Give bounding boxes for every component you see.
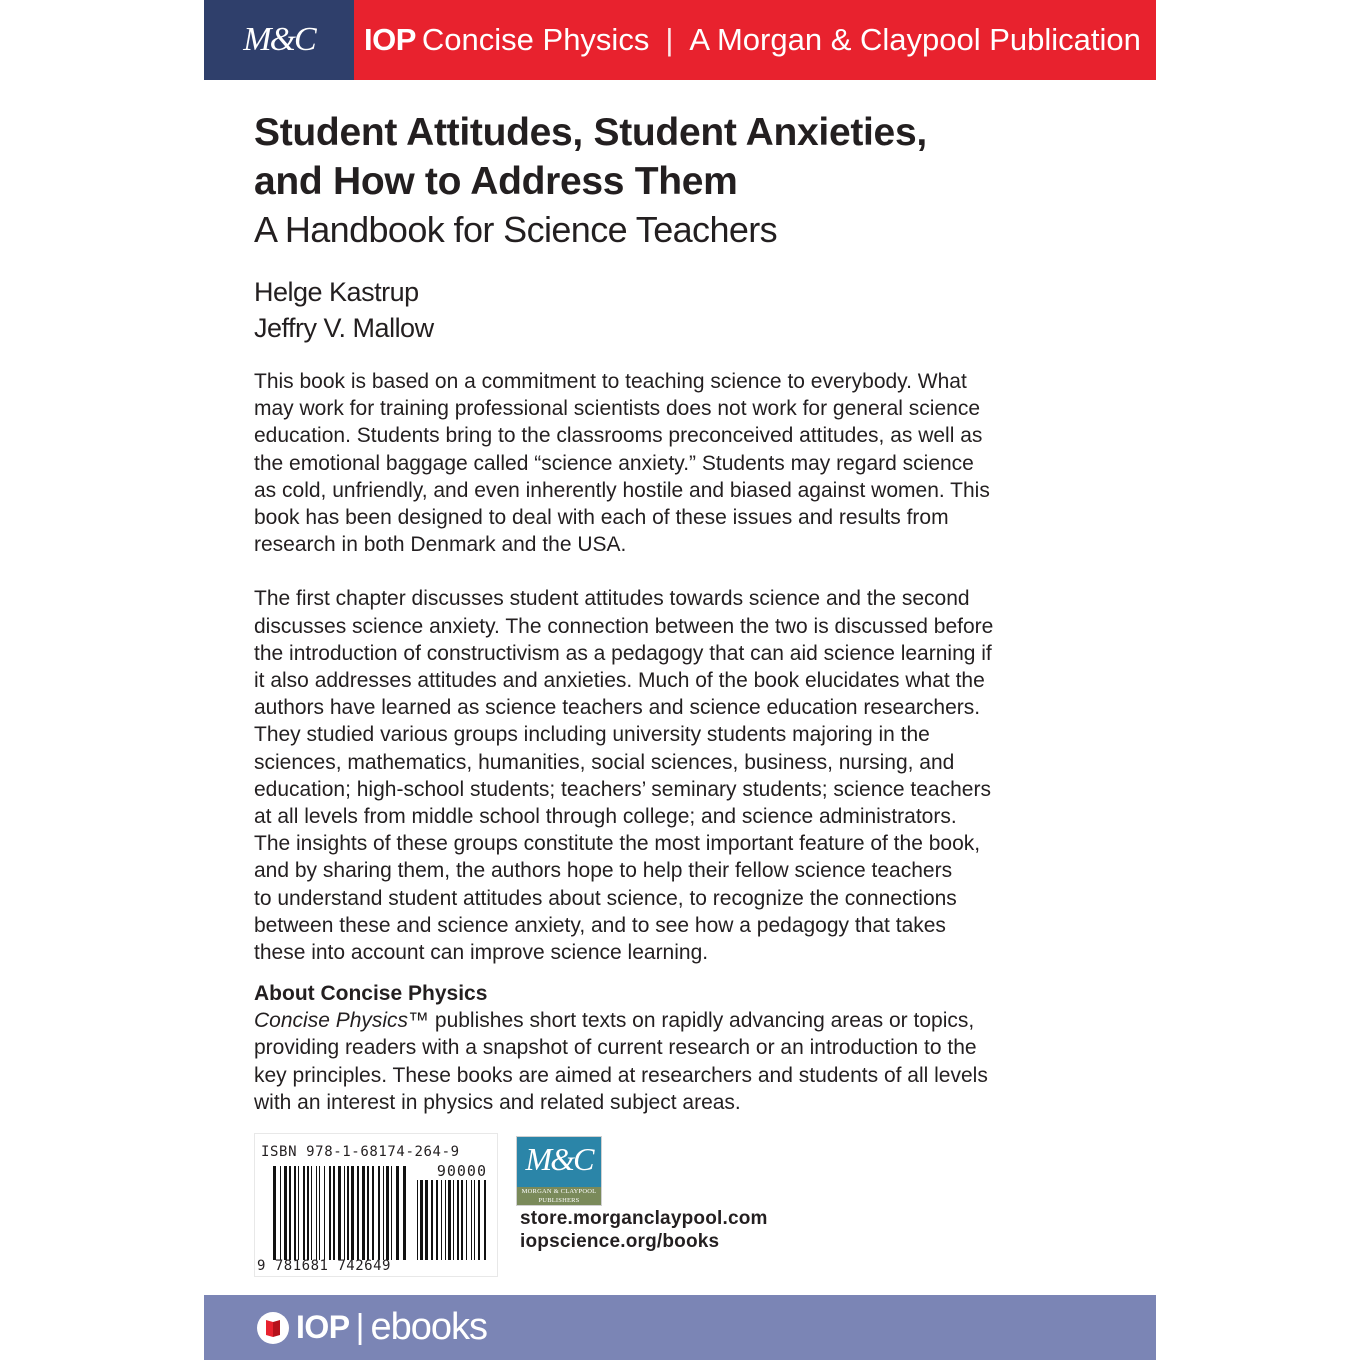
morgan-claypool-logo [516,1136,602,1206]
text-line: education; high-school students; teachers’ seminary students; science teachers [254,777,991,801]
barcode-bar [471,1180,472,1260]
barcode-bar [329,1166,331,1260]
barcode-bar [303,1166,305,1260]
bottom-banner [204,1295,1156,1360]
text-line: key principles. These books are aimed at researchers and students of all levels [254,1063,988,1087]
text-line: research in both Denmark and the USA. [254,533,627,557]
store-link[interactable]: store.morganclaypool.com [520,1208,768,1229]
title-line-2: and How to Address Them [254,160,738,203]
barcode-bar [484,1180,486,1260]
barcode-bar [448,1180,451,1260]
banner-separator: | [665,22,674,57]
footer-ebooks-label: ebooks [370,1306,488,1348]
barcode-bar [445,1180,446,1260]
barcode-bar [420,1180,423,1260]
barcode-bar [396,1166,399,1260]
about-text [254,1007,1074,1116]
iop-book-icon [256,1311,290,1345]
isbn-number: ISBN 978-1-68174-264-9 [261,1144,460,1160]
concise-physics-brand: Concise Physics™ [254,1009,430,1033]
barcode-bar [280,1166,281,1260]
author-name: Jeffry V. Mallow [254,313,434,343]
barcode-addon-bars [417,1180,487,1260]
barcode-bar [362,1166,365,1260]
iop-label: IOP [364,22,416,57]
publication-label: A Morgan & Claypool Publication [689,22,1141,57]
logo-band [517,1187,601,1205]
barcode-digits: 9 781681 742649 [257,1258,391,1274]
barcode-bar [453,1180,454,1260]
barcode-bar [474,1180,475,1260]
series-banner [354,0,1156,80]
barcode-bar [344,1166,345,1260]
book-title [254,108,1074,206]
barcode-bar [316,1166,317,1260]
barcode-bar [298,1166,299,1260]
barcode-bar [425,1180,428,1260]
back-cover [204,0,1156,1360]
text-line: The insights of these groups constitute the most important feature of the book, [254,832,981,856]
price-code: 90000 [436,1162,487,1180]
text-line: The first chapter discusses student attitudes towards science and the second [254,587,970,611]
authors [254,274,1074,346]
isbn-barcode [254,1133,498,1277]
about-heading: About Concise Physics [254,982,488,1006]
barcode-bar [357,1166,359,1260]
text-line: at all levels from middle school through college; and science administrators. [254,805,957,829]
text-line: publishes short texts on rapidly advancing areas or topics, [429,1009,975,1033]
text-line: these into account can improve science learning. [254,941,709,965]
mc-monogram: M&C [525,1141,593,1177]
barcode-bar [333,1166,335,1260]
barcode-bar [466,1180,467,1260]
logo-band-line: PUBLISHERS [538,1197,580,1204]
barcode-bars [273,1166,411,1260]
barcode-bar [367,1166,369,1260]
barcode-bar [294,1166,296,1260]
barcode-bar [417,1180,418,1260]
barcode-bar [391,1166,392,1260]
text-line: between these and science anxiety, and to see how a pedagogy that takes [254,913,946,937]
barcode-bar [436,1180,438,1260]
text-line: book has been designed to deal with each of these issues and results from [254,506,949,530]
barcode-bar [273,1166,276,1260]
text-line: to understand student attitudes about science, to recognize the connections [254,886,957,910]
text-line: as cold, unfriendly, and even inherently hostile and biased against women. This [254,478,990,502]
barcode-bar [307,1166,309,1260]
text-line: discusses science anxiety. The connection between the two is discussed before [254,614,994,638]
description-paragraph-1 [254,368,1074,558]
text-line: the emotional baggage called “science anxiety.” Students may regard science [254,451,974,475]
text-line: may work for training professional scientists does not work for general science [254,397,980,421]
barcode-bar [338,1166,341,1260]
text-line: This book is based on a commitment to teaching science to everybody. What [254,370,967,393]
footer-separator: | [355,1308,365,1346]
mc-monogram: M&C [243,21,315,58]
text-line: and by sharing them, the authors hope to help their fellow science teachers [254,859,953,883]
barcode-bar [478,1180,480,1260]
barcode-bar [324,1166,325,1260]
mc-logo [204,0,354,80]
barcode-bar [347,1166,349,1260]
series-name: Concise Physics [421,22,650,57]
text-line: it also addresses attitudes and anxieties. Much of the book elucidates what the [254,669,985,693]
text-line: authors have learned as science teachers and science education researchers. [254,696,981,720]
barcode-bar [457,1180,459,1260]
barcode-bar [431,1180,433,1260]
footer-iop-label: IOP [296,1309,350,1345]
logo-band-line: MORGAN & CLAYPOOL [521,1188,597,1195]
text-line: providing readers with a snapshot of current research or an introduction to the [254,1036,977,1060]
barcode-bar [403,1166,406,1260]
barcode-bar [289,1166,291,1260]
text-line: the introduction of constructivism as a pedagogy that can aid science learning if [254,641,992,665]
text-line: They studied various groups including university students majoring in the [254,723,930,747]
iopscience-link[interactable]: iopscience.org/books [520,1231,720,1252]
barcode-bar [441,1180,442,1260]
barcode-bar [372,1166,374,1260]
barcode-bar [284,1166,287,1260]
barcode-bar [351,1166,354,1260]
book-subtitle: A Handbook for Science Teachers [254,209,778,250]
text-line: with an interest in physics and related subject areas. [254,1090,741,1114]
barcode-bar [386,1166,389,1260]
top-banner [204,0,1156,80]
barcode-bar [311,1166,312,1260]
barcode-bar [319,1166,320,1260]
barcode-bar [378,1166,380,1260]
cover-text [254,108,1074,1116]
author-name: Helge Kastrup [254,277,419,307]
text-line: sciences, mathematics, humanities, social sciences, business, nursing, and [254,750,955,774]
barcode-bar [383,1166,384,1260]
publisher-links [520,1207,768,1253]
text-line: education. Students bring to the classrooms preconceived attitudes, as well as [254,424,983,448]
barcode-bar [461,1180,463,1260]
title-line-1: Student Attitudes, Student Anxieties, [254,111,927,154]
description-paragraph-2 [254,585,1074,966]
